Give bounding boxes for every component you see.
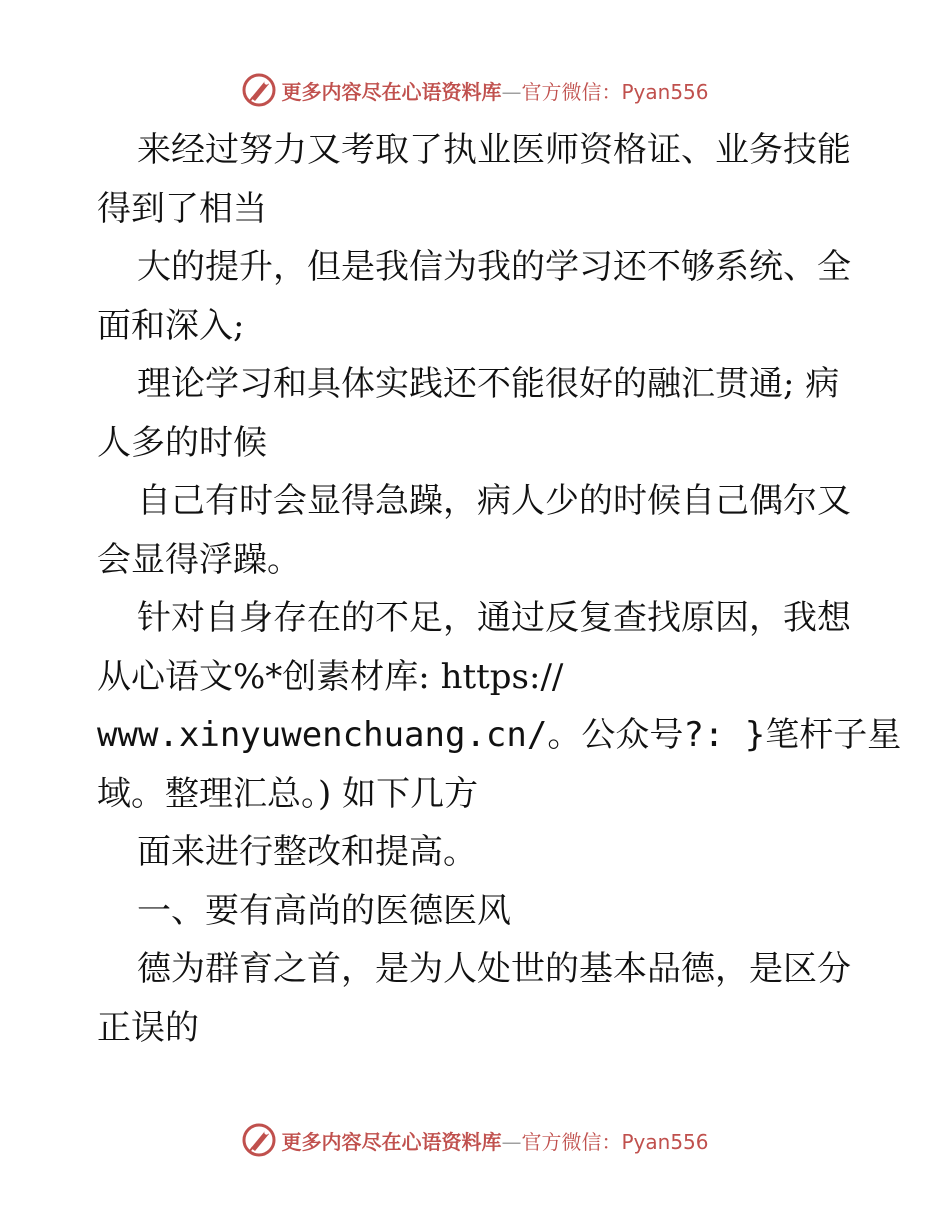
text-line: 一、要有高尚的医德医风 — [137, 890, 511, 931]
text-line: 得到了相当 — [97, 188, 267, 229]
pen-logo-icon — [241, 1122, 277, 1158]
text-line: 德为群育之首，是为人处世的基本品德，是区分 — [137, 949, 851, 989]
text-line: 会显得浮躁。 — [97, 539, 301, 580]
paragraph — [97, 355, 857, 472]
banner-text — [281, 76, 708, 105]
document-body — [97, 121, 902, 1057]
paragraph — [97, 940, 857, 1057]
text-line: 针对自身存在的不足，通过反复查找原因，我想 — [137, 598, 851, 638]
banner-dash: — — [501, 79, 522, 104]
text-line: 正误的 — [97, 1007, 199, 1048]
header-banner — [0, 70, 950, 110]
text-line: 面来进行整改和提高。 — [137, 832, 477, 872]
paragraph — [97, 121, 857, 238]
text-line: 从心语文%*创素材库: https:// — [97, 656, 564, 697]
banner-text — [281, 1126, 708, 1155]
footer-banner — [0, 1120, 950, 1160]
text-line: 理论学习和具体实践还不能很好的融汇贯通; 病 — [137, 364, 840, 404]
banner-colon: ： — [601, 79, 622, 104]
paragraph — [97, 882, 857, 941]
banner-label: 官方微信 — [521, 1129, 602, 1154]
text-line: www.xinyuwenchuang.cn/。公众号?: }笔杆子星 — [97, 715, 902, 755]
paragraph — [97, 823, 857, 882]
banner-brand: 更多内容尽在心语资料库 — [281, 79, 502, 104]
paragraph — [97, 472, 857, 589]
text-line: 域。整理汇总。) 如下几方 — [97, 773, 479, 814]
paragraph — [97, 238, 857, 355]
banner-account: Pyan556 — [621, 1129, 709, 1154]
banner-brand: 更多内容尽在心语资料库 — [281, 1129, 502, 1154]
banner-account: Pyan556 — [621, 79, 709, 104]
text-line: 来经过努力又考取了执业医师资格证、业务技能 — [137, 130, 851, 170]
text-line: 自己有时会显得急躁，病人少的时候自己偶尔又 — [137, 481, 851, 521]
text-line: 人多的时候 — [97, 422, 267, 463]
paragraph — [97, 589, 902, 823]
banner-label: 官方微信 — [521, 79, 602, 104]
text-line: 大的提升，但是我信为我的学习还不够系统、全 — [137, 247, 851, 287]
text-line: 面和深入; — [97, 305, 245, 346]
banner-colon: ： — [601, 1129, 622, 1154]
pen-logo-icon — [241, 72, 277, 108]
banner-dash: — — [501, 1129, 522, 1154]
